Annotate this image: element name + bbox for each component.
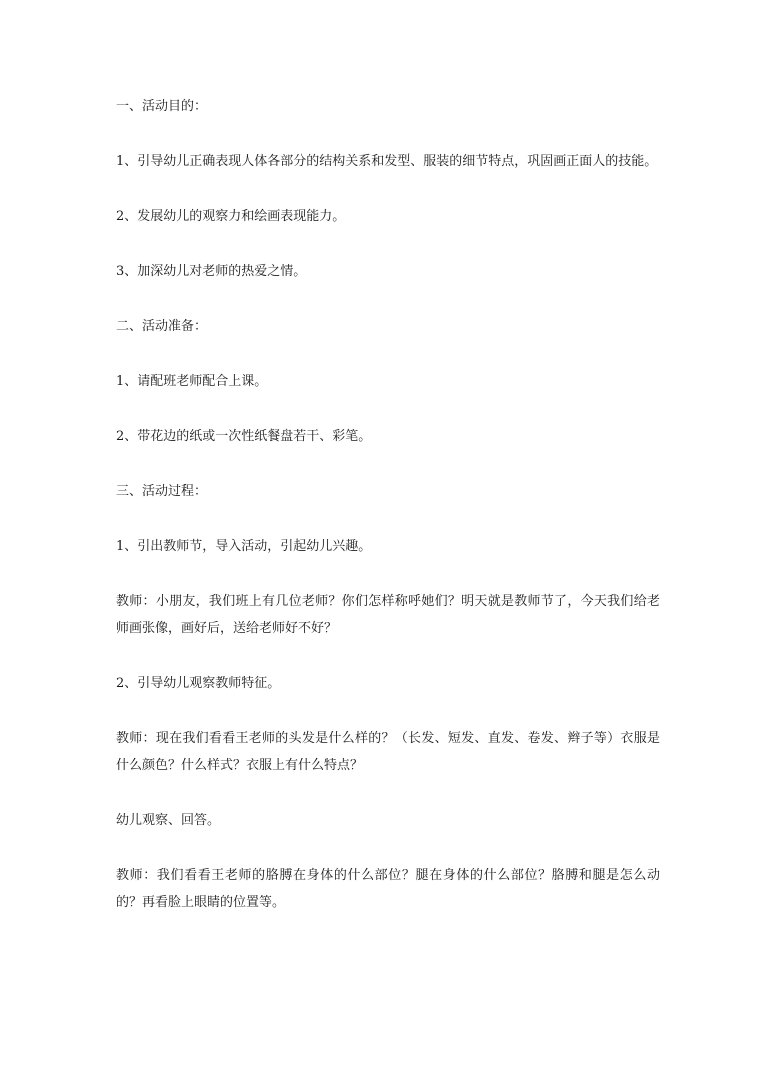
document-body xyxy=(116,93,660,916)
process-step-2: 2、引导幼儿观察教师特征。 xyxy=(116,676,281,691)
section-heading-preparation: 二、活动准备： xyxy=(116,319,208,334)
preparation-item-2: 2、带花边的纸或一次性纸餐盘若干、彩笔。 xyxy=(116,429,372,444)
objective-item-2: 2、发展幼儿的观察力和绘画表现能力。 xyxy=(116,209,346,224)
section-heading-objectives: 一、活动目的： xyxy=(116,99,208,114)
section-heading-process: 三、活动过程： xyxy=(116,484,208,499)
children-response: 幼儿观察、回答。 xyxy=(116,813,221,828)
process-step-1: 1、引出教师节，导入活动，引起幼儿兴趣。 xyxy=(116,539,372,554)
teacher-dialogue-1: 教师：小朋友，我们班上有几位老师？你们怎样称呼她们？明天就是教师节了，今天我们给老师画张像，画好后，送给老师好不好？ xyxy=(116,594,660,636)
objective-item-3: 3、加深幼儿对老师的热爱之情。 xyxy=(116,264,307,279)
teacher-dialogue-3: 教师：我们看看王老师的胳膊在身体的什么部位？腿在身体的什么部位？胳膊和腿是怎么动的？再看脸上眼睛的位置等。 xyxy=(116,868,660,910)
teacher-dialogue-2: 教师：现在我们看看王老师的头发是什么样的？（长发、短发、直发、卷发、辫子等）衣服是什么颜色？什么样式？衣服上有什么特点？ xyxy=(116,731,660,773)
objective-item-1: 1、引导幼儿正确表现人体各部分的结构关系和发型、服装的细节特点，巩固画正面人的技能。 xyxy=(116,154,658,169)
preparation-item-1: 1、请配班老师配合上课。 xyxy=(116,374,268,389)
